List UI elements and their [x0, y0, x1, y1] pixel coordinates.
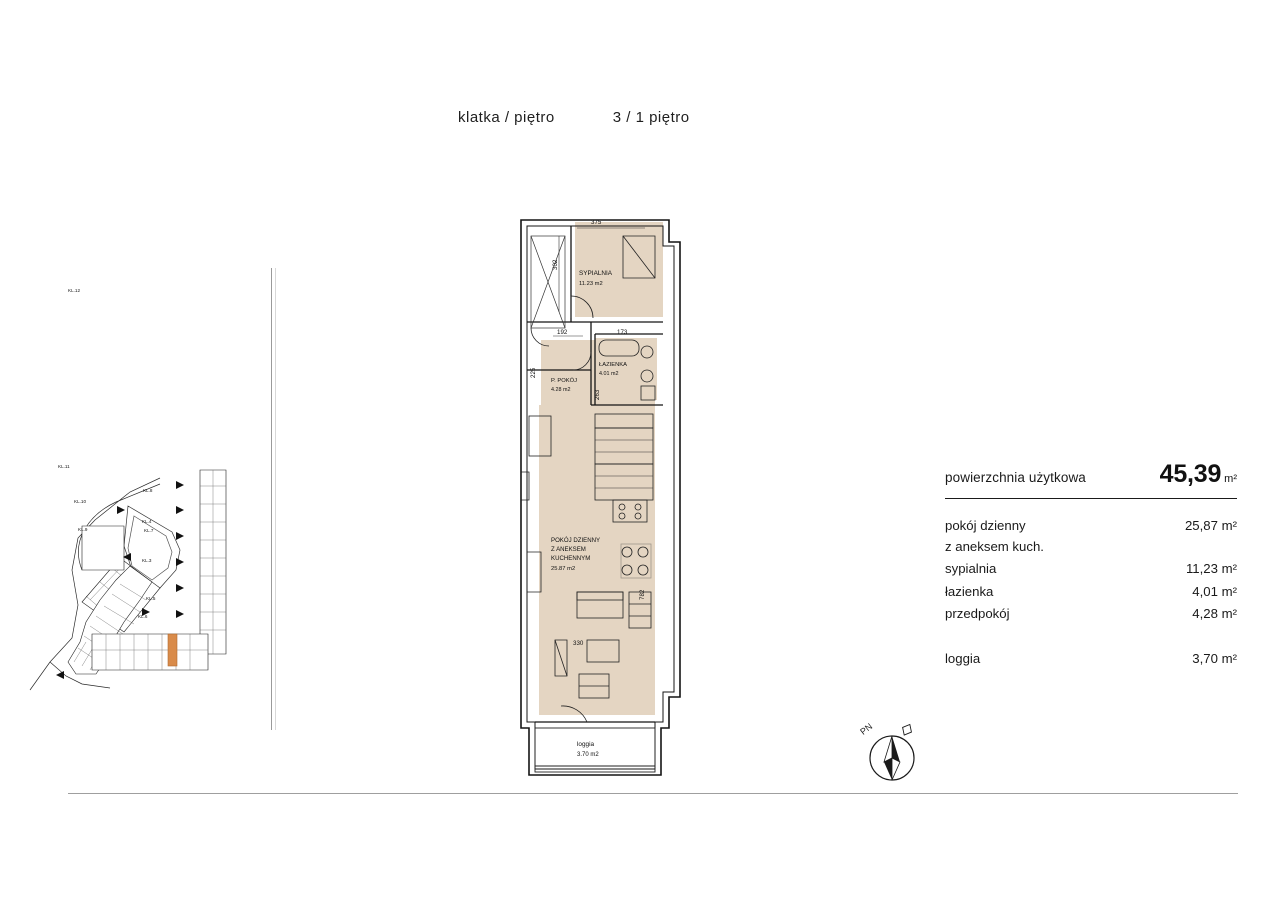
legend-caption: powierzchnia użytkowa — [945, 470, 1086, 485]
dim-bath-right: 263 — [594, 389, 601, 400]
label-sypialnia-name: SYPIALNIA — [579, 270, 613, 277]
dim-hall-left: 225 — [530, 367, 537, 378]
site-highlight-unit — [168, 634, 177, 666]
plan-header — [458, 104, 878, 130]
site-label-kl9: KL.9 — [78, 527, 88, 532]
label-pokoj-dzienny-l3: KUCHENNYM — [551, 555, 591, 562]
label-loggia-area: 3.70 m2 — [577, 752, 599, 758]
compass-needle — [884, 736, 900, 780]
legend-row-lazienka — [945, 581, 1237, 604]
label-lazienka-name: ŁAZIENKA — [599, 362, 628, 368]
legend-room-list — [945, 515, 1237, 670]
legend-room-area: 3,70 m² — [1192, 650, 1237, 666]
site-label-kl8: KL.8 — [143, 488, 153, 493]
compass-north-label: PN — [858, 721, 875, 737]
legend-room-area: 25,87 m² — [1184, 518, 1237, 533]
legend-row-pokoj-dzienny — [945, 515, 1237, 558]
legend-room-name: łazienka — [945, 583, 994, 599]
site-label-kl10: KL.10 — [74, 499, 87, 504]
apartment-floor-plan[interactable] — [495, 200, 710, 790]
site-building-south — [92, 634, 208, 670]
legend-row-loggia — [945, 648, 1237, 671]
vertical-divider-secondary — [275, 268, 276, 730]
label-pokoj-dzienny-area: 25.87 m2 — [551, 566, 576, 572]
site-label-kl7: KL.7 — [144, 528, 154, 533]
site-label-kl5: KL.5 — [146, 596, 156, 601]
legend-row-przedpokoj — [945, 603, 1237, 626]
legend-room-name: loggia — [945, 650, 981, 666]
label-loggia-name: loggia — [577, 741, 595, 748]
site-label-kl6: KL.6 — [138, 614, 148, 619]
legend-row-sypialnia — [945, 558, 1237, 581]
legend-total-value: 45,39 — [1159, 460, 1222, 488]
site-label-kl3: KL.3 — [142, 558, 152, 563]
compass-rose — [855, 718, 930, 793]
legend-room-area: 4,01 m² — [1192, 583, 1237, 599]
dim-sypialnia-left: 302 — [552, 259, 559, 270]
legend-room-area: 4,28 m² — [1192, 606, 1237, 621]
header-label: klatka / piętro — [458, 108, 555, 126]
site-label-kl4: KL.4 — [142, 519, 152, 524]
legend-total — [1160, 460, 1237, 489]
site-building-east — [200, 470, 226, 654]
area-legend — [945, 460, 1237, 670]
site-building-southwest — [82, 526, 124, 570]
site-label-kl11: KL.11 — [58, 464, 70, 469]
dim-living-bottom: 330 — [573, 640, 584, 647]
label-sypialnia-area: 11.23 m2 — [579, 281, 603, 287]
site-label-kl12: KL.12 — [68, 288, 81, 293]
label-pokoj-dzienny-l2: Z ANEKSEM — [551, 546, 586, 553]
legend-total-unit: m² — [1224, 473, 1237, 485]
label-lazienka-area2: 4.01 m2 — [599, 371, 619, 377]
bottom-divider — [68, 793, 1238, 794]
legend-total-row — [945, 460, 1237, 499]
compass-north-pointer — [900, 722, 914, 737]
header-value: 3 / 1 piętro — [612, 108, 690, 126]
vertical-divider — [271, 268, 272, 730]
label-przedpokoj-name: P. POKÓJ — [551, 378, 577, 384]
label-przedpokoj-area: 4.28 m2 — [551, 387, 571, 393]
dim-living-right: 782 — [639, 589, 646, 600]
legend-room-name: pokój dzienny z aneksem kuch. — [945, 518, 1044, 554]
dim-top: 375 — [591, 219, 602, 226]
legend-room-name: przedpokój — [945, 606, 1010, 621]
floor-shaft-hatch — [531, 236, 565, 328]
dim-bath-top: 173 — [617, 329, 628, 336]
dim-hall-top: 192 — [557, 329, 568, 336]
label-pokoj-dzienny-l1: POKÓJ DZIENNY — [551, 537, 601, 544]
floor-room-fills — [539, 222, 663, 772]
legend-room-area: 11,23 m² — [1185, 561, 1237, 576]
legend-room-name: sypialnia — [945, 561, 997, 576]
legend-spacer — [945, 626, 1237, 648]
